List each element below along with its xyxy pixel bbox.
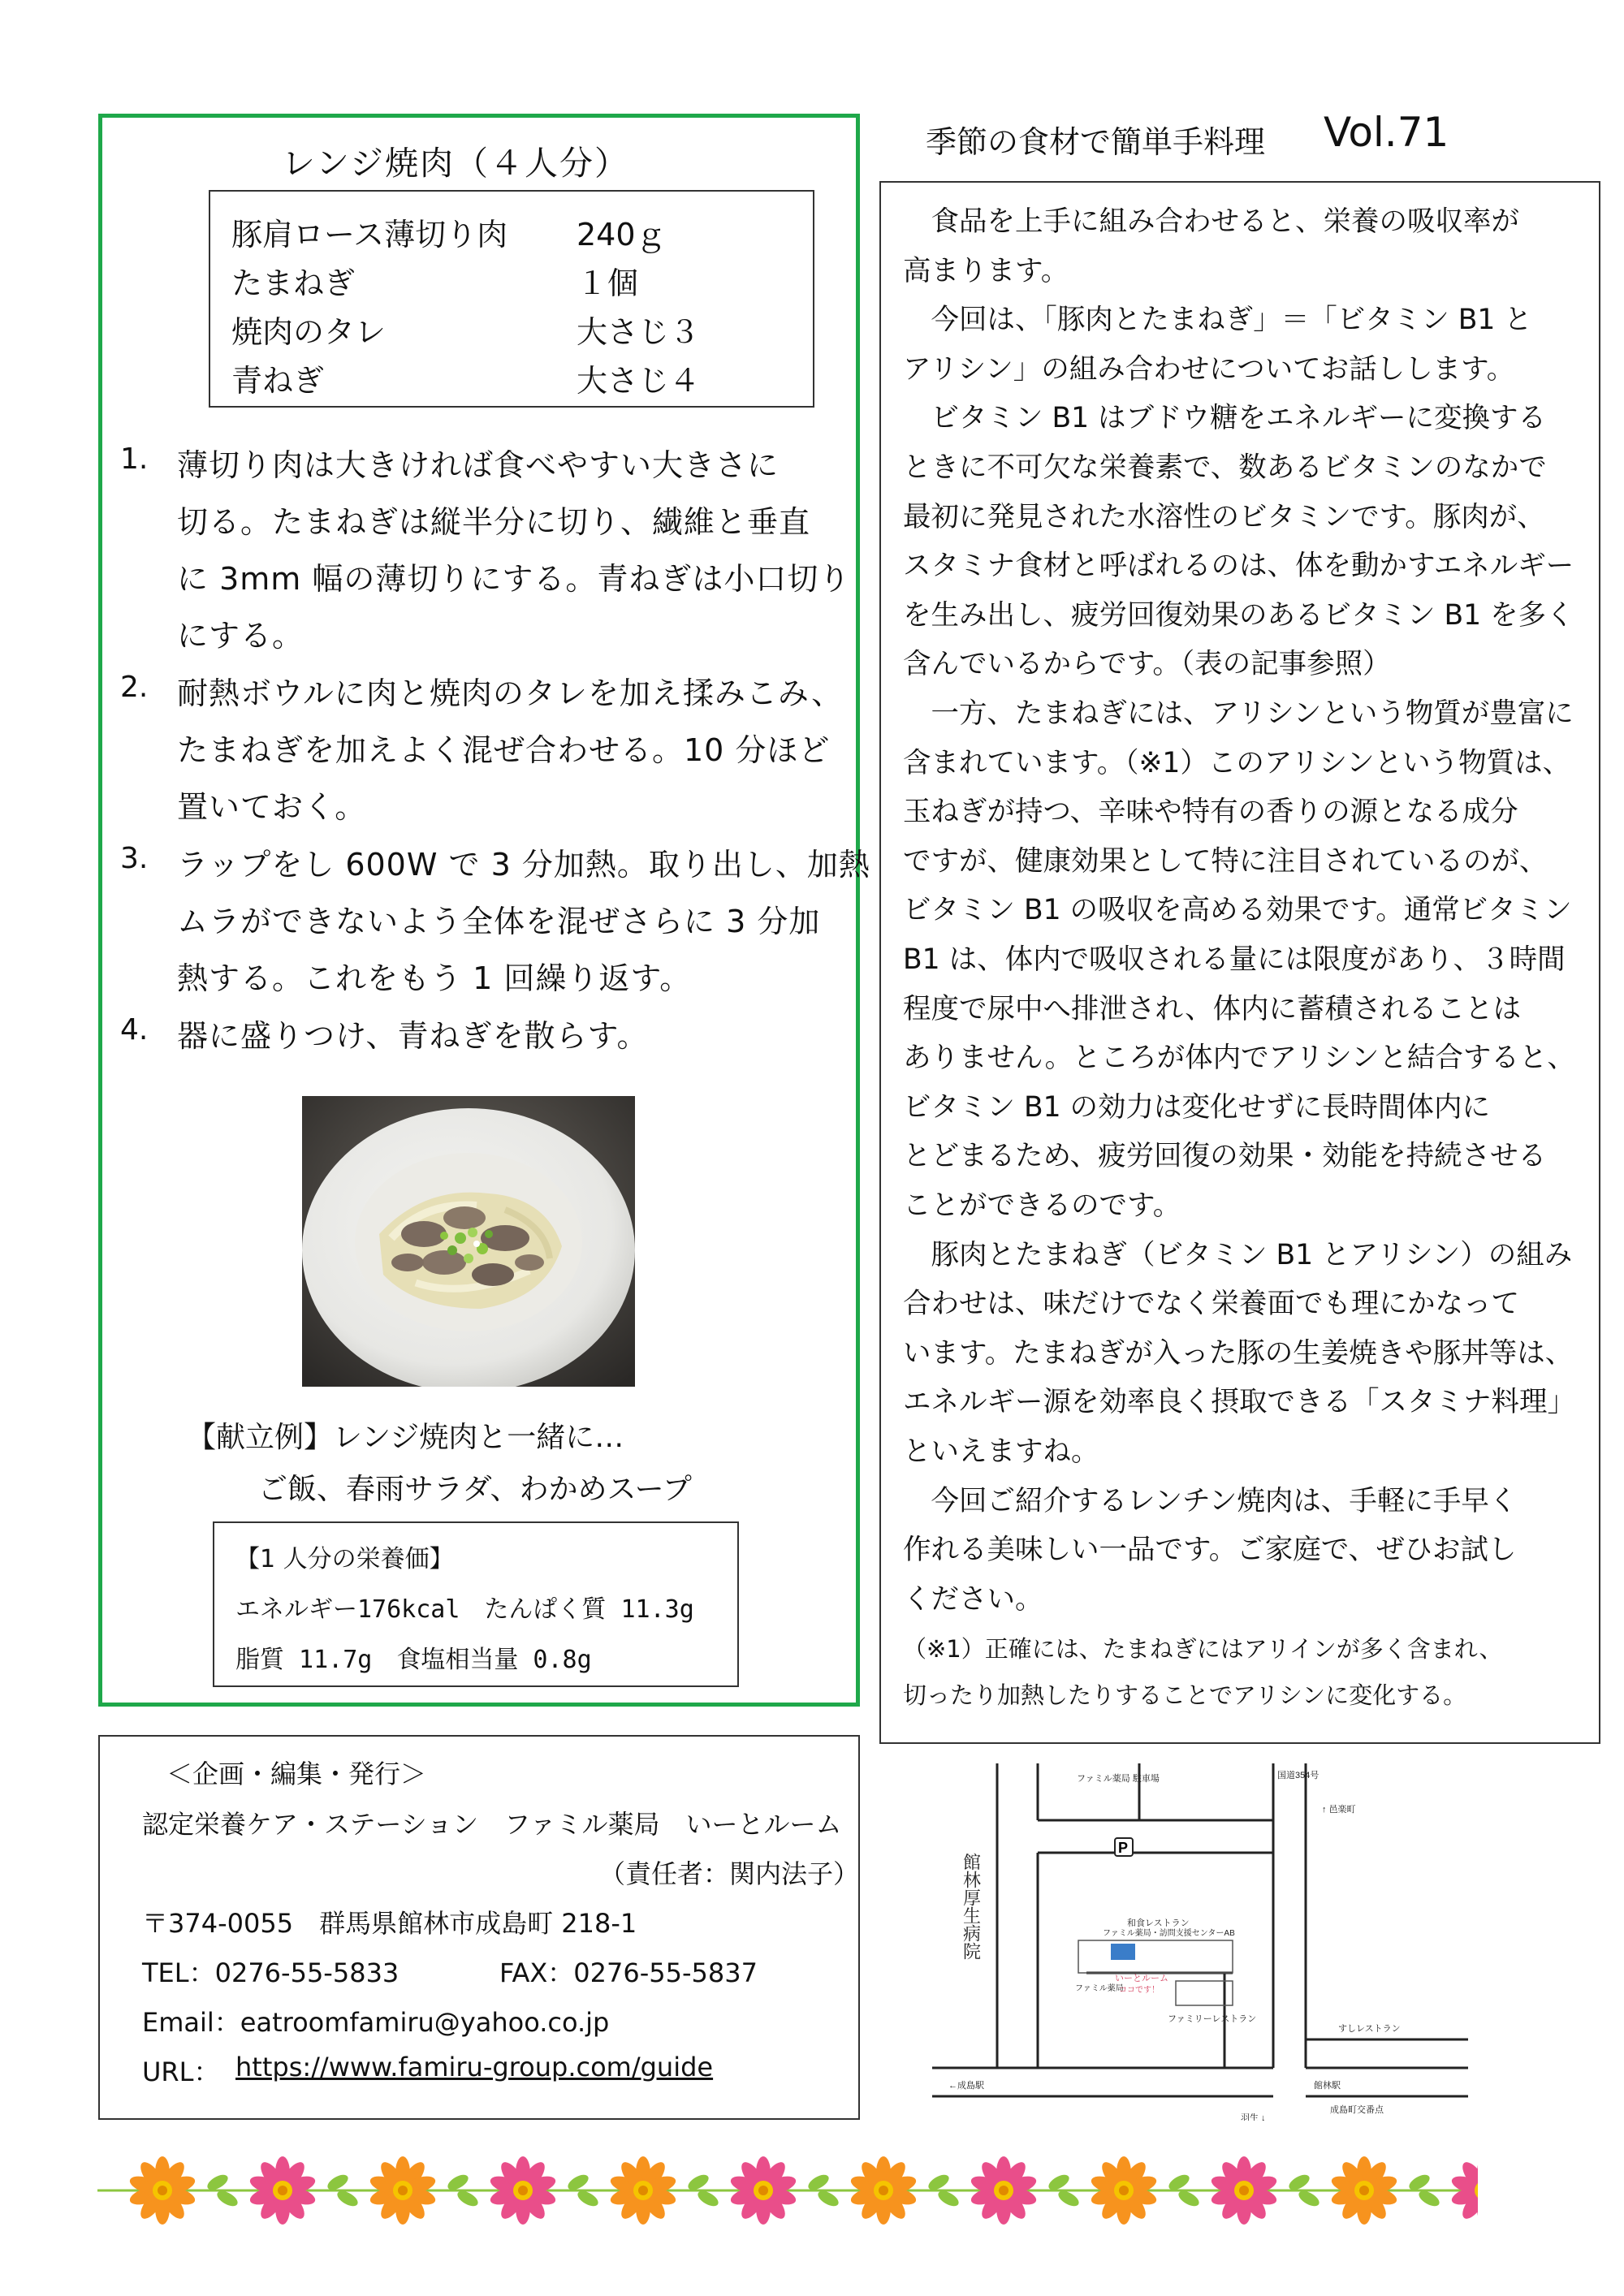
svg-text:ココです！: ココです！: [1119, 1986, 1160, 1995]
svg-text:羽生 ↓: 羽生 ↓: [1241, 2113, 1266, 2121]
article-line: 程度で尿中へ排泄され、体内に蓄積されることは: [903, 992, 1522, 1025]
article-line: を生み出し、疲労回復効果のあるビタミン B1 を多く: [903, 598, 1574, 632]
nutrition-title: 【1 人分の栄養価】: [235, 1545, 454, 1573]
svg-text:P: P: [1118, 1840, 1129, 1856]
flower-decoration: [758, 2186, 768, 2195]
flower-decoration: [518, 2186, 528, 2195]
article-line: ビタミン B1 はブドウ糖をエネルギーに変換する: [903, 402, 1547, 435]
article-line: 食品を上手に組み合わせると、栄養の吸収率が: [903, 205, 1519, 238]
flower-decoration: [1359, 2186, 1369, 2195]
step-number: 2.: [120, 671, 149, 704]
article-footnote: 切ったり加熱したりすることでアリシンに変化する。: [903, 1681, 1467, 1710]
flower-decoration: [1119, 2186, 1129, 2195]
article-line: とどまるため、疲労回復の効果・効能を持続させる: [903, 1140, 1547, 1173]
step-number: 4.: [120, 1013, 149, 1047]
step-text: にする。: [177, 618, 304, 654]
svg-text:←成島駅: ←成島駅: [948, 2081, 984, 2091]
svg-text:館林駅: 館林駅: [1314, 2081, 1341, 2091]
step-text: 熱する。これをもう 1 回繰り返す。: [177, 960, 692, 996]
series-title: 季節の食材で簡単手料理: [926, 124, 1266, 160]
article-line: 一方、たまねぎには、アリシンという物質が豊富に: [903, 697, 1574, 730]
ingredient-qty: １個: [577, 265, 639, 301]
svg-text:ファミル薬局 駐車場: ファミル薬局 駐車場: [1077, 1774, 1160, 1784]
svg-text:↑ 邑楽町: ↑ 邑楽町: [1322, 1805, 1356, 1815]
ingredient-name: 豚肩ロース薄切り肉: [231, 217, 508, 252]
article-line: 玉ねぎが持つ、辛味や特有の香りの源となる成分: [903, 796, 1518, 829]
article-line: 高まります。: [903, 254, 1069, 287]
svg-text:ファミル薬局・訪問支援センターAB: ファミル薬局・訪問支援センターAB: [1103, 1929, 1235, 1938]
article-line: といえますね。: [903, 1435, 1099, 1468]
menu-example-label: 【献立例】レンジ焼肉と一緒に…: [187, 1421, 624, 1454]
flower-decoration: [1239, 2186, 1249, 2195]
publisher-url-link[interactable]: https://www.famiru-group.com/guide: [235, 2052, 714, 2082]
svg-text:いーとルーム: いーとルーム: [1115, 1974, 1168, 1983]
article-footnote: （※1）正確には、たまねぎにはアリインが多く含まれ、: [903, 1635, 1503, 1664]
svg-text:すしレストラン: すしレストラン: [1338, 2024, 1401, 2034]
article-line: ください。: [903, 1582, 1043, 1616]
article-line: 最初に発見された水溶性のビタミンです。豚肉が、: [903, 500, 1545, 533]
article-line: スタミナ食材と呼ばれるのは、体を動かすエネルギー: [903, 550, 1574, 583]
publisher-responsible: （責任者：関内法子）: [599, 1858, 860, 1889]
article-line: 含んでいるからです。（表の記事参照）: [903, 648, 1391, 681]
ingredient-name: 青ねぎ: [231, 363, 325, 399]
svg-text:国道354号: 国道354号: [1277, 1771, 1320, 1780]
article-line: 作れる美味しい一品です。ご家庭で、ぜひお試し: [903, 1534, 1517, 1567]
article-line: ときに不可欠な栄養素で、数あるビタミンのなかで: [903, 451, 1547, 484]
svg-text:成島町交番点: 成島町交番点: [1330, 2105, 1384, 2115]
step-text: 薄切り肉は大きければ食べやすい大きさに: [177, 447, 780, 483]
access-map: [932, 1763, 1468, 2121]
flower-decoration: [638, 2186, 648, 2195]
flower-decoration: [999, 2186, 1009, 2195]
step-text: 耐熱ボウルに肉と焼肉のタレを加え揉みこみ、: [177, 675, 844, 711]
nutrition-line: 脂質 11.7g 食塩相当量 0.8g: [235, 1646, 592, 1674]
publisher-org: 認定栄養ケア・ステーション ファミル薬局 いーとルーム: [142, 1809, 842, 1840]
ingredient-qty: 大さじ３: [577, 314, 701, 350]
svg-text:ファミル薬局: ファミル薬局: [1075, 1984, 1124, 1993]
article-line: B1 は、体内で吸収される量には限度があり、３時間: [903, 943, 1566, 976]
step-text: に 3mm 幅の薄切りにする。青ねぎは小口切り: [177, 561, 851, 597]
article-line: アリシン」の組み合わせについてお話しします。: [903, 352, 1515, 386]
step-text: ラップをし 600W で 3 分加熱。取り出し、加熱: [177, 847, 870, 883]
article-line: 合わせは、味だけでなく栄養面でも理にかなって: [903, 1288, 1519, 1321]
article-line: 今回は、「豚肉とたまねぎ」＝「ビタミン B1 と: [903, 304, 1532, 337]
publisher-url-label: URL：: [142, 2056, 220, 2087]
ingredient-qty: 240ｇ: [577, 217, 667, 252]
flower-decoration: [398, 2186, 408, 2195]
article-line: 含まれています。（※1）このアリシンという物質は、: [903, 746, 1571, 779]
article-line: ことができるのです。: [903, 1189, 1181, 1222]
series-volume: Vol.71: [1324, 109, 1449, 156]
step-text: たまねぎを加えよく混ぜ合わせる。10 分ほど: [177, 732, 831, 768]
flower-decoration: [278, 2186, 287, 2195]
step-number: 1.: [120, 442, 149, 476]
article-line: 豚肉とたまねぎ（ビタミン B1 とアリシン）の組み: [903, 1238, 1573, 1271]
menu-example-items: ご飯、春雨サラダ、わかめスープ: [258, 1473, 692, 1506]
article-line: 今回ご紹介するレンチン焼肉は、手軽に手早く: [903, 1484, 1518, 1517]
step-text: ムラができないよう全体を混ぜさらに 3 分加: [177, 904, 821, 939]
article-line: ビタミン B1 の吸収を高める効果です。通常ビタミン: [903, 894, 1572, 927]
article-line: エネルギー源を効率良く摂取できる「スタミナ料理」: [903, 1386, 1575, 1419]
ingredient-qty: 大さじ４: [577, 363, 701, 399]
step-text: 置いておく。: [177, 789, 367, 825]
publisher-heading: ＜企画・編集・発行＞: [166, 1759, 427, 1789]
flower-border-decoration: [97, 2151, 1478, 2225]
ingredient-name: 焼肉のタレ: [231, 314, 387, 350]
flower-decoration: [879, 2186, 888, 2195]
step-text: 器に盛りつけ、青ねぎを散らす。: [177, 1018, 649, 1054]
publisher-address: 〒374-0055 群馬県館林市成島町 218-1: [142, 1908, 637, 1939]
flower-decoration: [158, 2186, 167, 2195]
recipe-title: レンジ焼肉（４人分）: [282, 144, 629, 183]
publisher-tel: TEL：0276-55-5833: [142, 1957, 400, 1988]
svg-text:ファミリーレストラン: ファミリーレストラン: [1168, 2014, 1257, 2024]
ingredient-name: たまねぎ: [231, 265, 356, 301]
publisher-fax: FAX：0276-55-5837: [499, 1957, 758, 1988]
article-line: ビタミン B1 の効力は変化せずに長時間体内に: [903, 1090, 1491, 1124]
svg-text:和食レストラン: 和食レストラン: [1127, 1918, 1190, 1928]
article-line: います。たまねぎが入った豚の生姜焼きや豚丼等は、: [903, 1336, 1574, 1370]
step-text: 切る。たまねぎは縦半分に切り、繊維と垂直: [177, 504, 811, 540]
publisher-email: Email：eatroomfamiru@yahoo.co.jp: [142, 2007, 610, 2038]
svg-text:館林厚生病院: 館林厚生病院: [961, 1853, 982, 1960]
nutrition-line: エネルギー176kcal たんぱく質 11.3g: [235, 1595, 694, 1624]
article-line: ありません。ところが体内でアリシンと結合すると、: [903, 1042, 1575, 1075]
article-line: ですが、健康効果として特に注目されているのが、: [903, 844, 1548, 878]
step-number: 3.: [120, 842, 149, 875]
dish-photo: [302, 1096, 635, 1387]
